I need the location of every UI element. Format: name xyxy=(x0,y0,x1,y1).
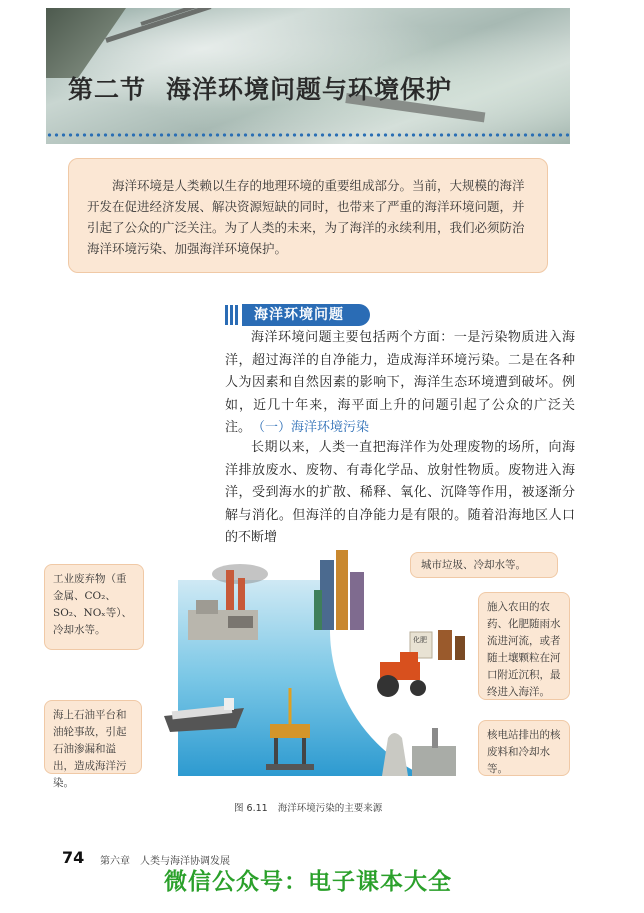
nuclear-plant-icon xyxy=(372,718,462,778)
pollution-figure xyxy=(0,540,644,800)
note-nuclear: 核电站排出的核废料和冷却水等。 xyxy=(478,720,570,776)
chapter-banner xyxy=(46,8,570,144)
subsection-heading-label: 海洋环境问题 xyxy=(242,304,370,326)
fertilizer-bag-label: 化肥 xyxy=(413,636,427,644)
section-title xyxy=(68,70,452,106)
section-title-text: 海洋环境问题与环境保护 xyxy=(166,75,453,104)
oil-tanker-icon xyxy=(164,698,244,738)
note-agriculture: 施入农田的农药、化肥随雨水流进河流，或者随土壤颗粒在河口附近沉积，最终进入海洋。 xyxy=(478,592,570,700)
banner-coastline xyxy=(46,8,126,78)
page-number: 74 xyxy=(62,848,85,867)
chapter-footer: 第六章 人类与海洋协调发展 xyxy=(100,856,230,867)
note-industrial-waste: 工业废弃物（重金属、CO₂、SO₂、NOₓ等）、冷却水等。 xyxy=(44,564,144,650)
figure-caption xyxy=(234,800,382,814)
watermark-text: 微信公众号：电子课本大全 xyxy=(164,869,452,895)
paragraph-1: 海洋环境问题主要包括两个方面：一是污染物质进入海洋，超过海洋的自净能力，造成海洋环境污染。二是在各种人为因素和自然因素的影响下，海洋生态环境遭到破坏。例如，近几十年来，海平面上升的问题引起了公众的广泛关注。 xyxy=(225,330,575,435)
intro-box: 海洋环境是人类赖以生存的地理环境的重要组成部分。当前，大规模的海洋开发在促进经济发展、解决资源短缺的同时，也带来了严重的海洋环境问题，并引起了公众的广泛关注。为了人类的未来，为了海洋的永续利用，我们必须防治海洋环境污染、加强海洋环境保护。 xyxy=(68,158,548,273)
section-number: 第二节 xyxy=(68,75,147,104)
city-icon xyxy=(312,550,372,635)
subsection-heading xyxy=(225,304,435,326)
figure-caption-text: 海洋环境污染的主要来源 xyxy=(277,803,383,814)
banner-dotted-rule xyxy=(46,132,570,138)
note-oil-platform: 海上石油平台和油轮事故，引起石油渗漏和溢出，造成海洋污染。 xyxy=(44,700,142,774)
paragraph-2: 长期以来，人类一直把海洋作为处理废物的场所，向海洋排放废水、废物、有毒化学品、放射性物质。废物进入海洋，受到海水的扩散、稀释、氧化、沉降等作用，被逐渐分解与消化。但海洋的自净能力是有限的。随着沿海地区人口的不断增 xyxy=(225,440,575,545)
note-city-waste: 城市垃圾、冷却水等。 xyxy=(410,552,558,578)
factory-icon xyxy=(178,560,268,650)
oil-platform-icon xyxy=(262,688,318,774)
sub-subsection-heading: （一）海洋环境污染 xyxy=(252,420,370,435)
heading-bars xyxy=(225,305,238,325)
figure-number: 图 6.11 xyxy=(234,803,268,814)
